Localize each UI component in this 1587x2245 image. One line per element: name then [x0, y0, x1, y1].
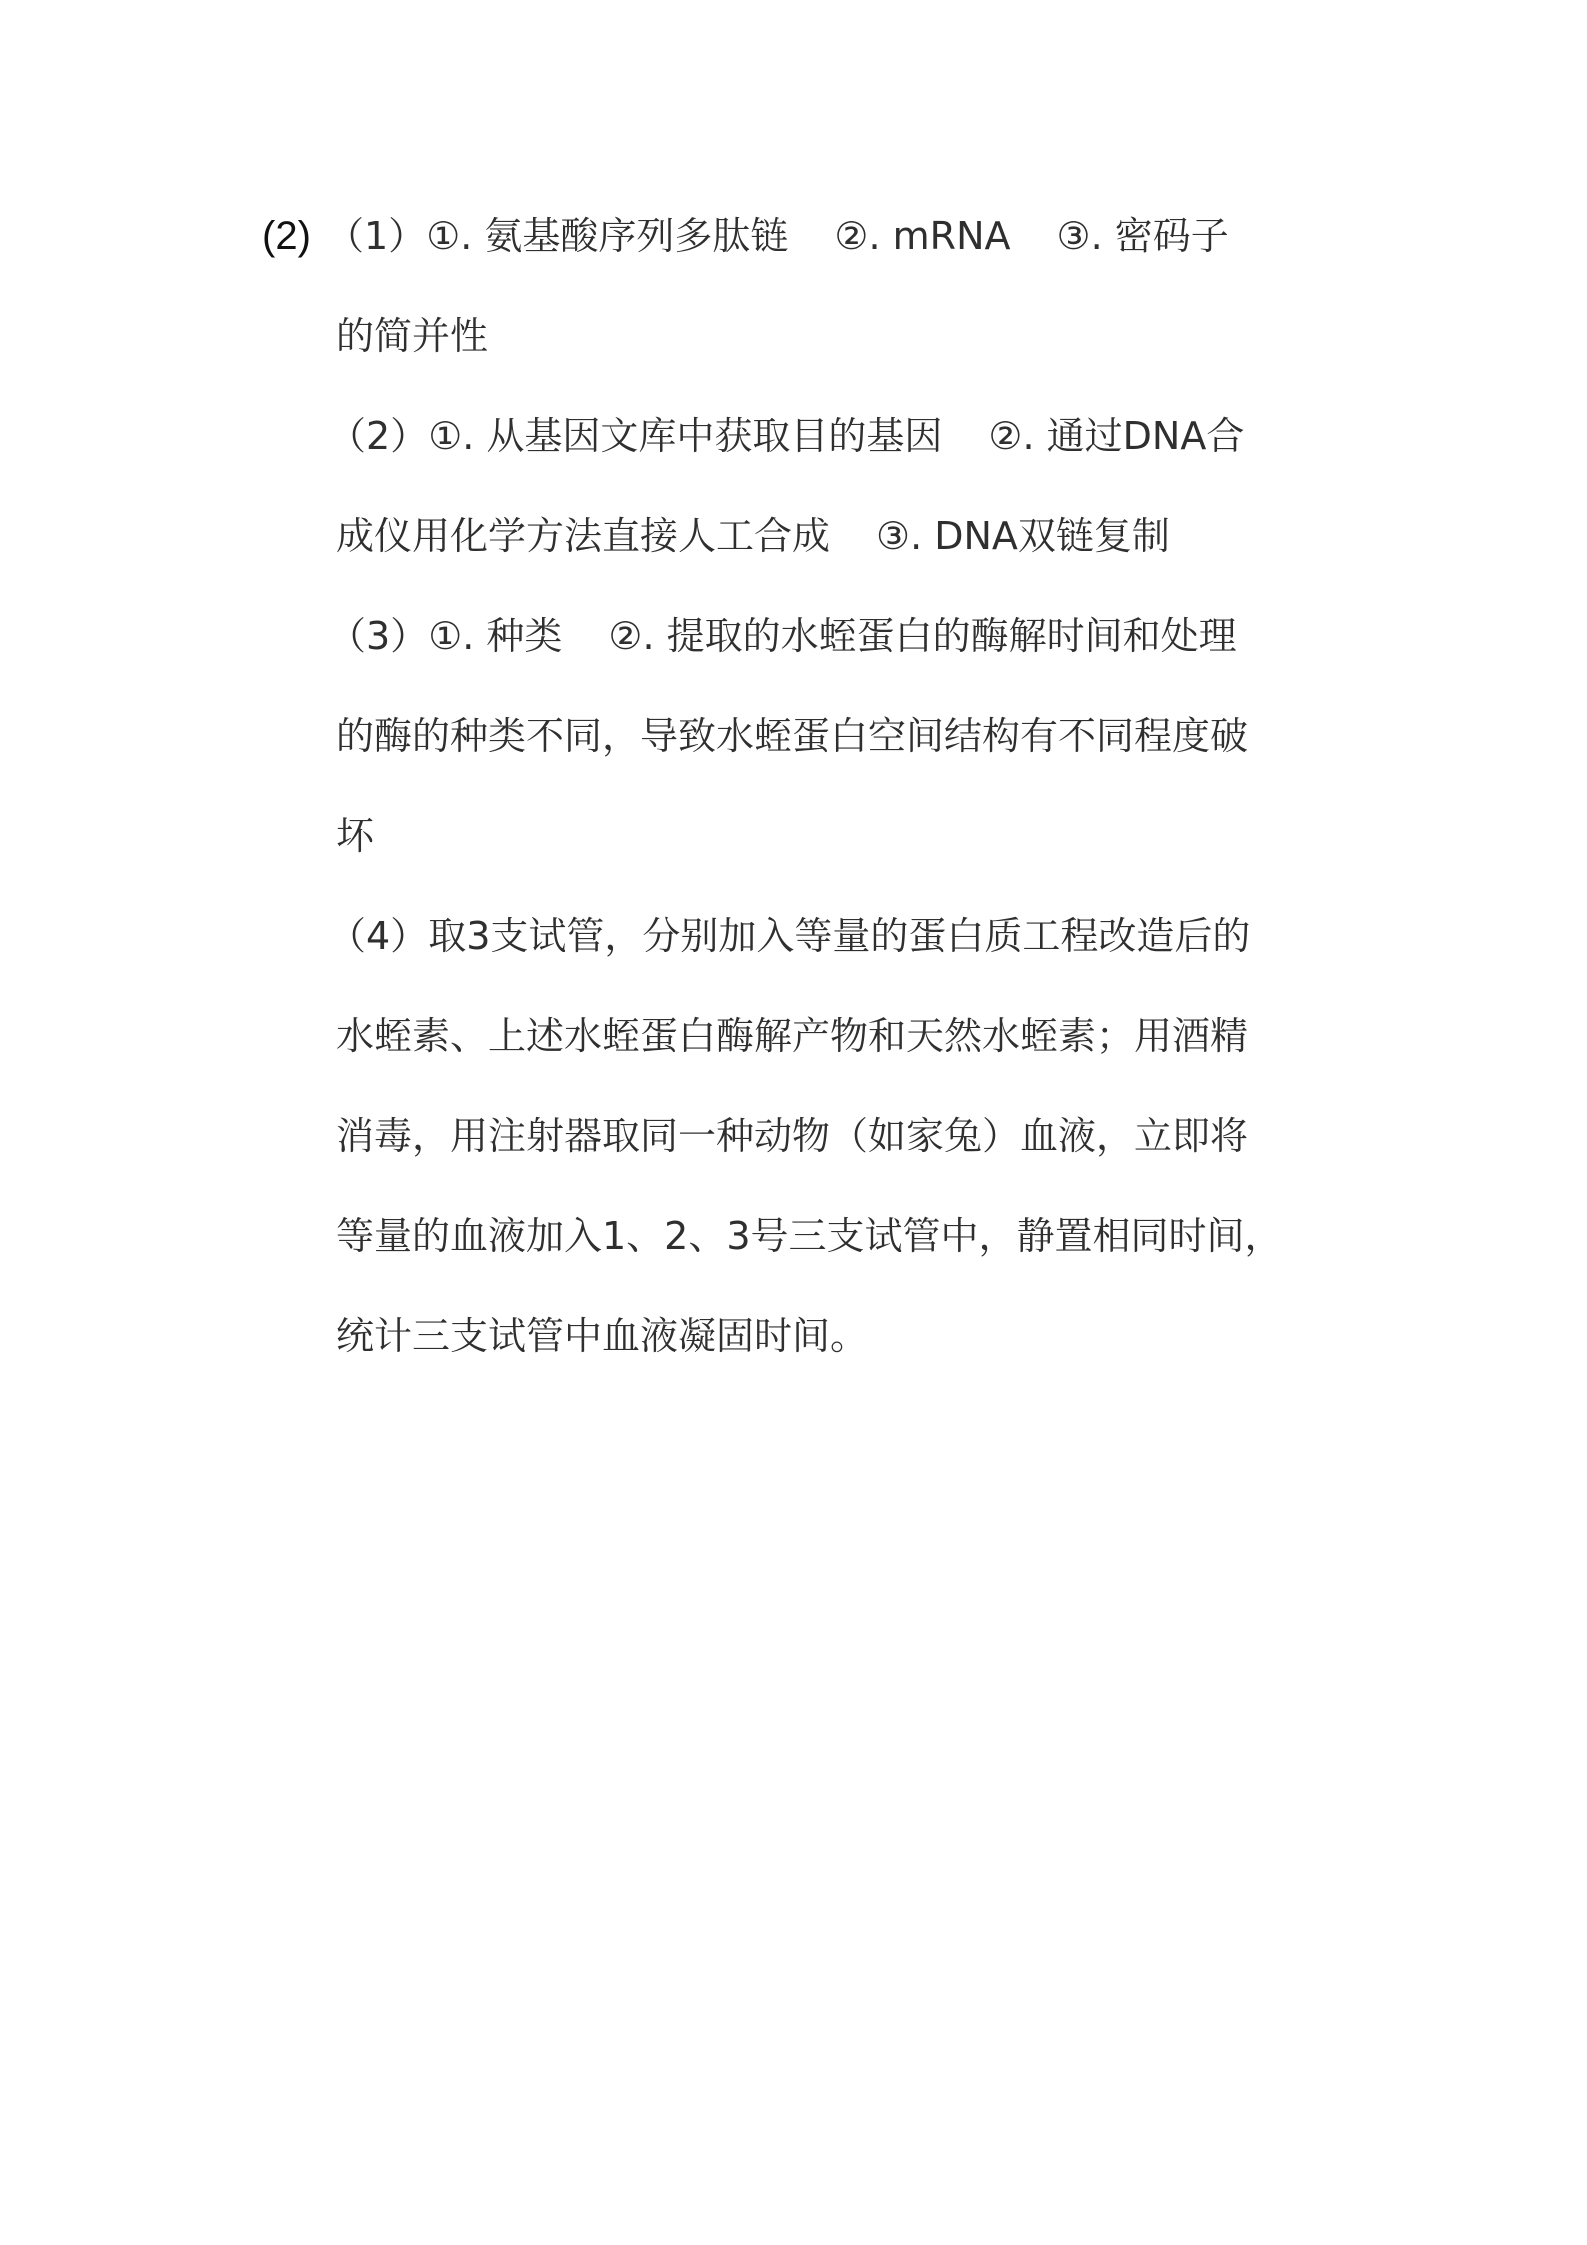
answer-part-4-line-5 — [336, 1306, 1356, 1406]
part-3-item-1: ①. 种类 — [428, 614, 563, 658]
answer-part-3-line-3 — [336, 806, 1356, 906]
part-1-item-3-continued: 的简并性 — [336, 314, 489, 358]
part-4-label: （4） — [328, 914, 429, 958]
answer-block — [326, 206, 1356, 1406]
answer-part-4-line-3 — [336, 1106, 1356, 1206]
part-3-item-2: ②. 提取的水蛭蛋白的酶解时间和处理 — [608, 614, 1237, 658]
part-2-label: （2） — [328, 414, 429, 458]
part-4-text-line-4: 等量的血液加入1、2、3号三支试管中，静置相同时间， — [336, 1214, 1283, 1258]
part-2-item-3: ③. DNA双链复制 — [876, 514, 1170, 558]
part-2-item-1: ①. 从基因文库中获取目的基因 — [428, 414, 943, 458]
answer-part-2-line-1 — [328, 406, 1356, 506]
answer-part-3-line-2 — [336, 706, 1356, 806]
part-2-item-2: ②. 通过DNA合 — [988, 414, 1245, 458]
part-1-label: （1） — [326, 214, 427, 258]
answer-part-4-line-2 — [336, 1006, 1356, 1106]
part-4-text-line-5: 统计三支试管中血液凝固时间。 — [336, 1314, 869, 1358]
part-4-text-line-3: 消毒，用注射器取同一种动物（如家兔）血液，立即将 — [336, 1114, 1249, 1158]
answer-part-4-line-4 — [336, 1206, 1356, 1306]
part-1-item-2: ②. mRNA — [834, 214, 1011, 258]
part-3-text-line-2: 的酶的种类不同，导致水蛭蛋白空间结构有不同程度破 — [336, 714, 1249, 758]
question-number: (2) — [262, 214, 311, 258]
answer-part-2-line-2 — [336, 506, 1356, 606]
part-3-label: （3） — [328, 614, 429, 658]
part-4-text-line-1: 取3支试管，分别加入等量的蛋白质工程改造后的 — [428, 914, 1251, 958]
part-4-text-line-2: 水蛭素、上述水蛭蛋白酶解产物和天然水蛭素；用酒精 — [336, 1014, 1249, 1058]
part-3-text-line-3: 坏 — [336, 814, 375, 858]
answer-part-1-line-1 — [326, 206, 1356, 306]
part-2-item-2-continued: 成仪用化学方法直接人工合成 — [336, 514, 831, 558]
answer-part-1-line-2 — [336, 306, 1356, 406]
part-1-item-3: ③. 密码子 — [1056, 214, 1229, 258]
part-1-item-1: ①. 氨基酸序列多肽链 — [426, 214, 789, 258]
answer-part-4-line-1 — [328, 906, 1356, 1006]
answer-part-3-line-1 — [328, 606, 1356, 706]
